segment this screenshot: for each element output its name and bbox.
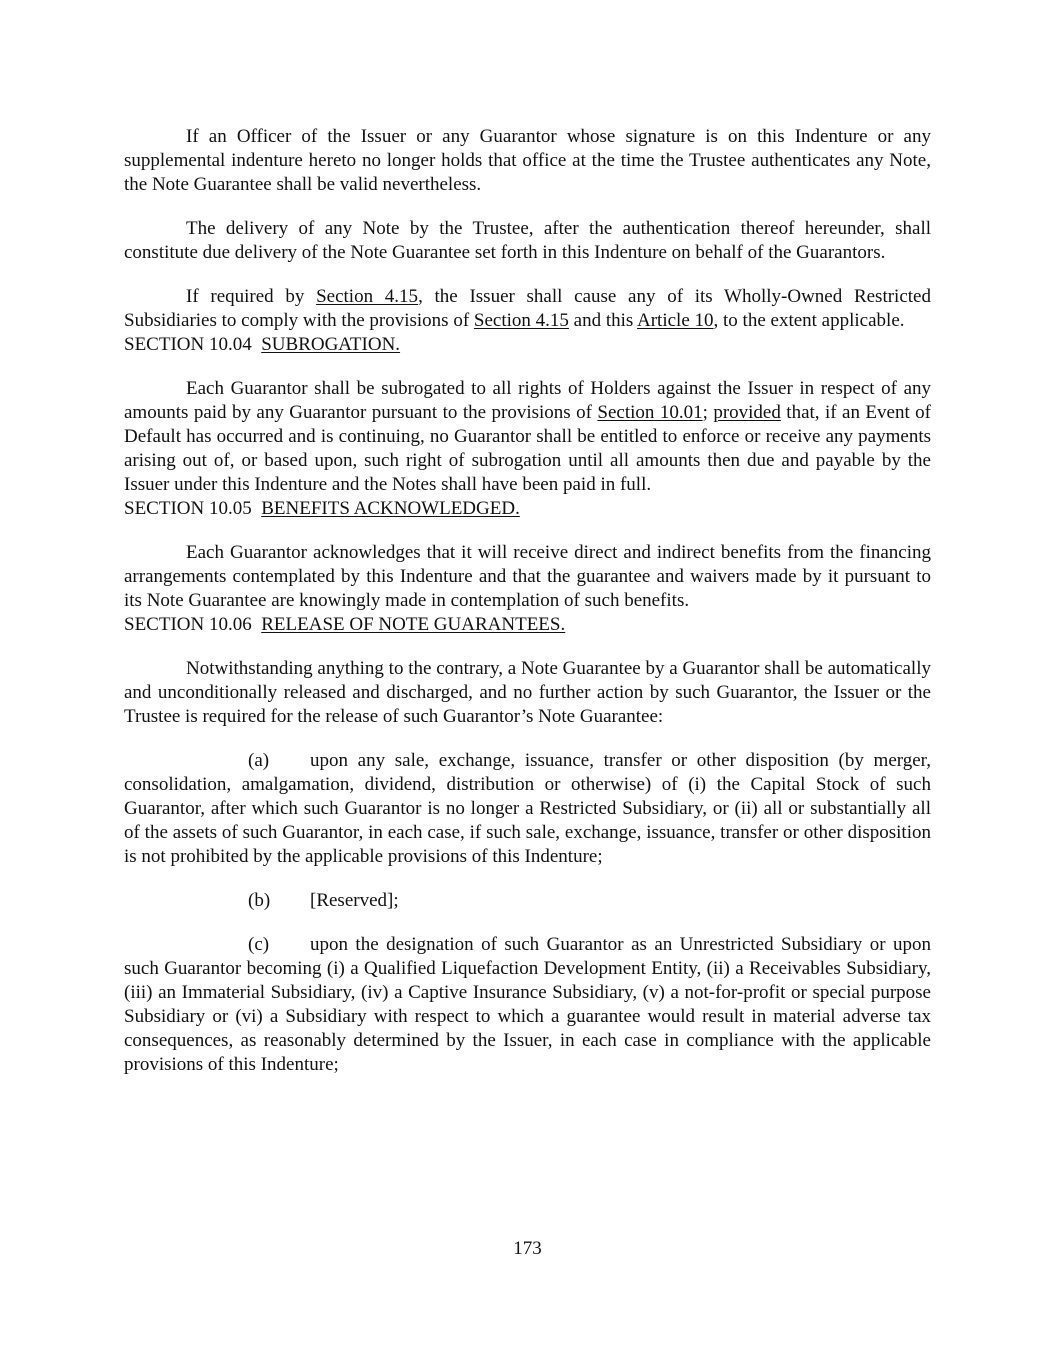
list-item [124,749,931,869]
section-10-05-body: Each Guarantor acknowledges that it will receive direct and indirect benefits from the financing arrangements contemplated by this Indenture and that the guarantee and waivers made by it pursuant to its Note Guarantee are knowingly made in contemplation of such benefits. [124,542,931,611]
document-page [124,125,931,1077]
paragraph-officer-signature: If an Officer of the Issuer or any Guarantor whose signature is on this Indenture or any supplemental indenture hereto no longer holds that office at the time the Trustee authenticates any Note, the Note Guarantee shall be valid nevertheless. [124,126,931,195]
list-item-label: (c) [248,934,270,955]
section-title: RELEASE OF NOTE GUARANTEES. [261,614,566,635]
list-item-text: upon any sale, exchange, issuance, transfer or other disposition (by merger, consolidation, amalgamation, dividend, distribution or otherwise) of (i) the Capital Stock of such Guarantor, after which such Guarantor is no longer a Restricted Subsidiary, or (ii) all or substantially all of the assets of such Guarantor, in each case, if such sale, exchange, issuance, transfer or other disposition is not prohibited by the applicable provisions of this Indenture; [124,750,931,867]
section-number: SECTION 10.06 [124,614,252,635]
text-span: and this [568,310,637,331]
section-4-15-reference: Section 4.15 [316,286,419,307]
text-span: Each Guarantor shall be subrogated to all rights of Holders against the Issuer in respect of any amounts paid by any Guarantor pursuant to the provisions of [124,378,931,423]
section-10-01-reference: Section 10.01 [597,402,703,423]
article-10-reference: Article 10 [637,310,714,331]
list-item-text: [Reserved]; [310,890,399,911]
section-4-15-reference: Section 4.15 [473,310,569,331]
list-item [124,933,931,1077]
paragraph-delivery: The delivery of any Note by the Trustee, after the authentication thereof hereunder, shall constitute due delivery of the Note Guarantee set forth in this Indenture on behalf of the Guarantors. [124,218,931,263]
section-10-06-body: Notwithstanding anything to the contrary, a Note Guarantee by a Guarantor shall be automatically and unconditionally released and discharged, and no further action by such Guarantor, the Issuer or the Trustee is required for the release of such Guarantor’s Note Guarantee: [124,658,931,727]
text-span: , to the extent applicable. [713,310,905,331]
list-item-label: (a) [248,750,270,771]
page-number: 173 [513,1238,542,1259]
text-span: ; [702,402,714,423]
section-title: SUBROGATION. [261,334,401,355]
list-item-text: upon the designation of such Guarantor as an Unrestricted Subsidiary or upon such Guarantor becoming (i) a Qualified Liquefaction Development Entity, (ii) a Receivables Subsidiary, (iii) an Immaterial Subsidiary, (iv) a Captive Insurance Subsidiary, (v) a not-for-profit or special purpose Subsidiary or (vi) a Subsidiary with respect to which a guarantee would result in material adverse tax consequences, as reasonably determined by the Issuer, in each case in compliance with the applicable provisions of this Indenture; [124,934,931,1075]
section-10-06-heading [124,613,931,637]
section-10-04-body [124,377,931,497]
section-10-04-heading [124,333,931,357]
text-span: , the Issuer shall cause any of its Wholly-Owned Restricted Subsidiaries to comply with the provisions of [124,286,931,331]
section-10-05-heading [124,497,931,521]
paragraph-section-4-15 [124,285,931,333]
list-item [124,889,931,913]
text-span: that, if an Event of Default has occurred and is continuing, no Guarantor shall be entitled to enforce or receive any payments arising out of, or based upon, such right of subrogation until all amounts then due and payable by the Issuer under this Indenture and the Notes shall have been paid in full. [124,402,931,495]
text-span: If required by [186,286,317,307]
section-number: SECTION 10.04 [124,334,252,355]
list-item-label: (b) [248,890,271,911]
section-title: BENEFITS ACKNOWLEDGED. [261,498,520,519]
section-number: SECTION 10.05 [124,498,252,519]
provided-term: provided [713,402,781,423]
